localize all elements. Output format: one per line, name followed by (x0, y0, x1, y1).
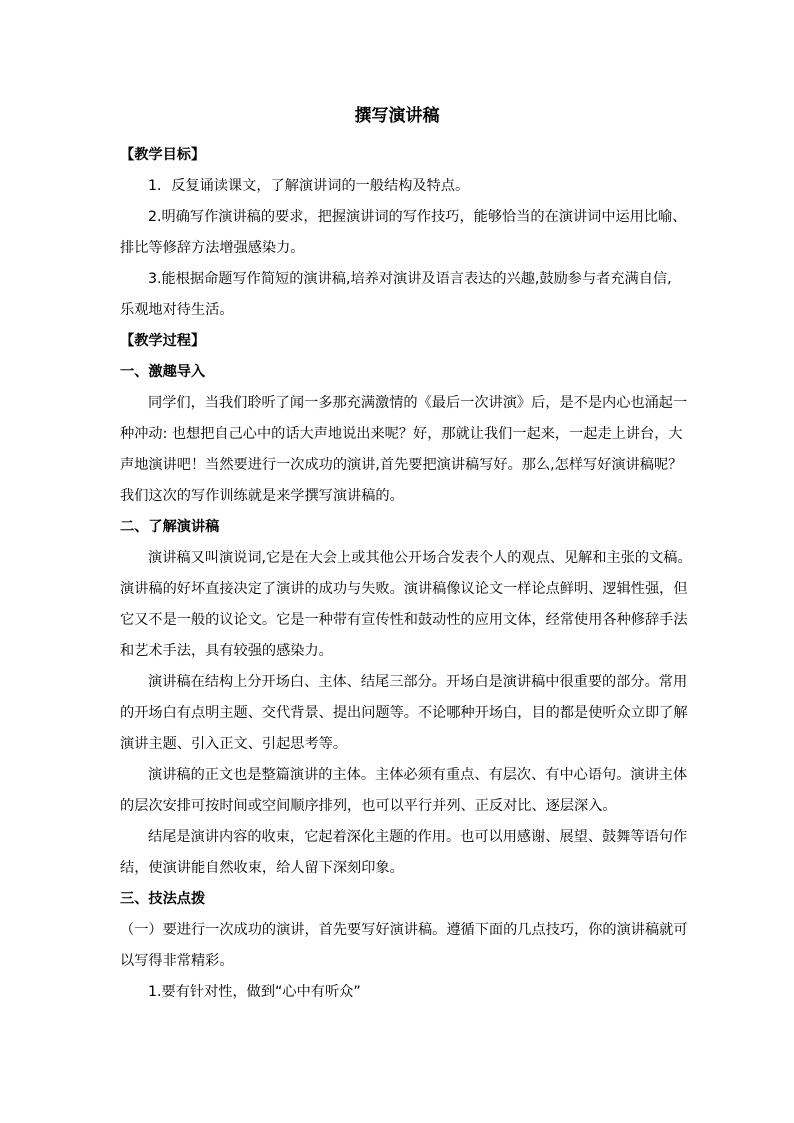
paragraph-line: 同学们，当我们聆听了闻一多那充满激情的《最后一次讲演》后，是不是内心也涌起一 (148, 395, 688, 411)
paragraph-line: 我们这次的写作训练就是来学撰写演讲稿的。 (120, 488, 404, 504)
document-title: 撰写演讲稿 (354, 106, 440, 126)
paragraph-line: 它又不是一般的议论文。它是一种带有宣传性和鼓动性的应用文体，经常使用各种修辞手法 (120, 612, 688, 628)
paragraph-line: 结，使演讲能自然收束，给人留下深刻印象。 (120, 860, 404, 876)
paragraph-line: 种冲动: 也想把自己心中的话大声地说出来呢？好，那就让我们一起来，一起走上讲台，大 (120, 426, 683, 442)
paragraph-line: 的层次安排可按时间或空间顺序排列，也可以平行并列、正反对比、逐层深入。 (120, 798, 617, 814)
paragraph-line: 演讲主题、引入正文、引起思考等。 (120, 736, 348, 752)
paragraph-line: 演讲稿的正文也是整篇演讲的主体。主体必须有重点、有层次、有中心语句。演讲主体 (148, 767, 688, 783)
section-heading-2: 二、了解演讲稿 (120, 519, 220, 535)
paragraph-line: 演讲稿在结构上分开场白、主体、结尾三部分。开场白是演讲稿中很重要的部分。常用 (148, 674, 688, 690)
paragraph-line: （一）要进行一次成功的演讲，首先要写好演讲稿。遵循下面的几点技巧，你的演讲稿就可 (120, 922, 688, 938)
subheading-line: 1.要有针对性，做到“心中有听众” (148, 984, 361, 1000)
paragraph-line: 3.能根据命题写作简短的演讲稿,培养对演讲及语言表达的兴趣,鼓励参与者充满自信, (148, 271, 672, 287)
paragraph-line: 声地演讲吧！当然要进行一次成功的演讲,首先要把演讲稿写好。那么,怎样写好演讲稿呢？ (120, 457, 683, 473)
paragraph-line: 2.明确写作演讲稿的要求，把握演讲词的写作技巧，能够恰当的在演讲词中运用比喻、 (148, 209, 687, 225)
section-heading-3: 三、技法点拨 (120, 891, 206, 907)
paragraph-line: 以写得非常精彩。 (120, 953, 234, 969)
paragraph-line: 乐观地对待生活。 (120, 302, 234, 318)
paragraph-line: 结尾是演讲内容的收束，它起着深化主题的作用。也可以用感谢、展望、鼓舞等语句作 (148, 829, 688, 845)
heading-teaching-goals: 【教学目标】 (120, 147, 206, 163)
section-heading-1: 一、激趣导入 (120, 364, 206, 380)
paragraph-line: 排比等修辞方法增强感染力。 (120, 240, 305, 256)
paragraph-line: 1．反复诵读课文，了解演讲词的一般结构及特点。 (148, 178, 470, 194)
paragraph-line: 演讲稿又叫演说词,它是在大会上或其他公开场合发表个人的观点、见解和主张的文稿。 (148, 550, 692, 566)
paragraph-line: 的开场白有点明主题、交代背景、提出问题等。不论哪种开场白，目的都是使听众立即了解 (120, 705, 688, 721)
paragraph-line: 演讲稿的好坏直接决定了演讲的成功与失败。演讲稿像议论文一样论点鲜明、逻辑性强，但 (120, 581, 688, 597)
paragraph-line: 和艺术手法，具有较强的感染力。 (120, 643, 333, 659)
heading-teaching-process: 【教学过程】 (120, 333, 206, 349)
